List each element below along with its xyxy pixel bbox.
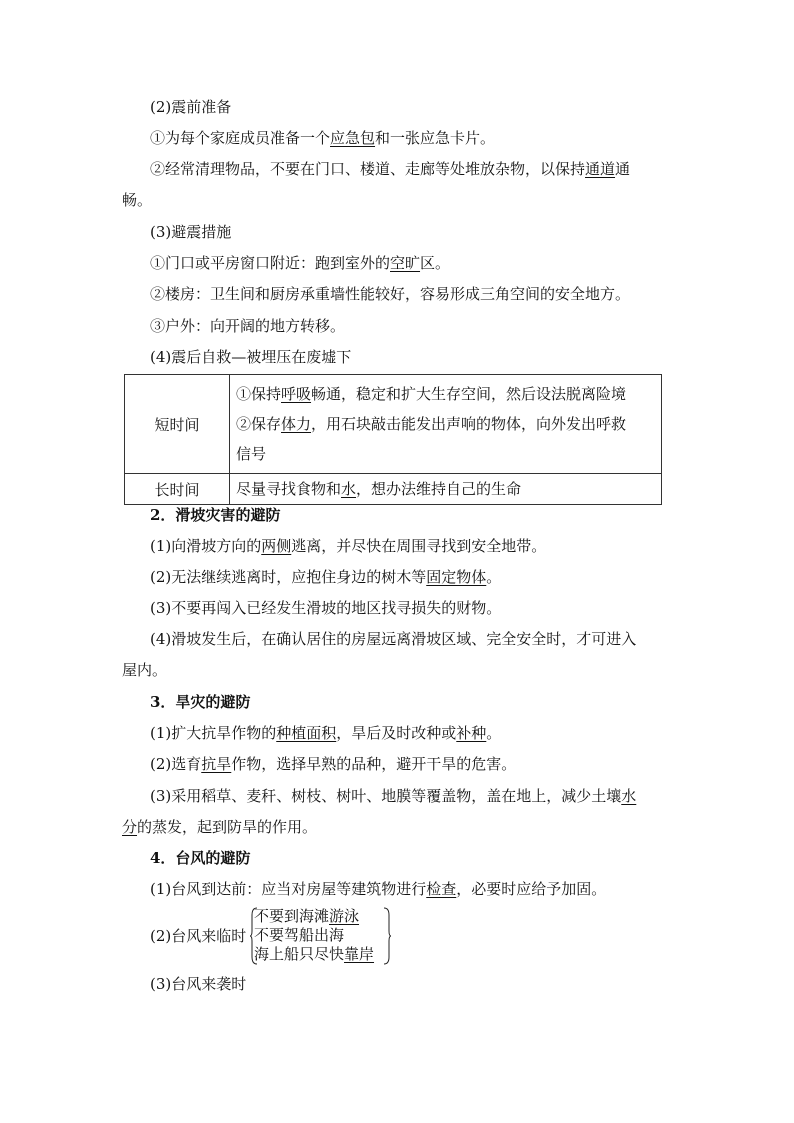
text: (1)扩大抗旱作物的 [150, 724, 277, 742]
text: ②保存 [236, 415, 282, 433]
paragraph-continuation: 屋内。 [122, 661, 168, 679]
text: ，旱后及时改种或 [336, 724, 457, 742]
text: 通 [615, 160, 631, 178]
heading-drought: 3．旱灾的避防 [150, 693, 251, 711]
text: ，想办法维持自己的生命 [356, 480, 522, 498]
paragraph-drought-3 [150, 786, 636, 806]
text: 的蒸发，起到防旱的作用。 [137, 818, 318, 836]
list-item [254, 945, 374, 964]
underlined-keyword: 空旷 [390, 254, 421, 272]
text: 区。 [420, 254, 451, 272]
underlined-keyword: 检查 [426, 880, 457, 898]
underlined-keyword: 固定物体 [426, 568, 487, 586]
table-row [125, 375, 662, 474]
content-line [236, 379, 655, 409]
paragraph-drought-1 [150, 723, 501, 743]
row-label-short-term: 短时间 [125, 375, 230, 474]
text: 和一张应急卡片。 [375, 129, 496, 147]
paragraph-door-window [150, 253, 450, 273]
section-heading-pre-quake: (2)震前准备 [150, 98, 232, 116]
typhoon-strike-label: (3)台风来袭时 [150, 975, 247, 993]
table-row [125, 474, 662, 505]
heading-landslide: 2．滑坡灾害的避防 [150, 506, 281, 524]
text: ①门口或平房窗口附近：跑到室外的 [150, 254, 391, 272]
text: 。 [486, 724, 502, 742]
paragraph-landslide-1 [150, 536, 546, 556]
text: (1)向滑坡方向的 [150, 537, 262, 555]
underlined-keyword: 通道 [585, 160, 616, 178]
paragraph-landslide-3: (3)不要再闯入已经发生滑坡的地区找寻损失的财物。 [150, 599, 502, 617]
underlined-keyword: 两侧 [261, 537, 292, 555]
section-heading-shelter-measures: (3)避震措施 [150, 223, 232, 241]
underlined-keyword: 应急包 [330, 129, 376, 147]
paragraph-building: ②楼房：卫生间和厨房承重墙性能较好，容易形成三角空间的安全地方。 [150, 285, 631, 303]
typhoon-approach-label: (2)台风来临时 [150, 927, 247, 945]
underlined-keyword: 呼吸 [281, 385, 312, 403]
underlined-keyword: 水 [621, 787, 637, 805]
text: 逃离，并尽快在周围寻找到安全地带。 [291, 537, 547, 555]
text: 畅通，稳定和扩大生存空间，然后设法脱离险境 [311, 385, 627, 403]
paragraph-typhoon-1 [150, 879, 606, 899]
text: 不要驾船出海 [254, 926, 345, 944]
underlined-keyword: 分 [122, 818, 138, 836]
text: ②经常清理物品，不要在门口、楼道、走廊等处堆放杂物，以保持 [150, 160, 586, 178]
list-item [254, 926, 374, 945]
text: (3)采用稻草、麦秆、树枝、树叶、地膜等覆盖物，盖在地上，减少土壤 [150, 787, 622, 805]
content-line: 信号 [236, 445, 267, 463]
section-heading-self-rescue: (4)震后自救—被埋压在废墟下 [150, 348, 352, 366]
typhoon-approach-list [254, 907, 374, 964]
underlined-keyword: 游泳 [329, 907, 360, 925]
text: ①为每个家庭成员准备一个 [150, 129, 331, 147]
underlined-keyword: 抗旱 [201, 755, 232, 773]
text: (2)选育 [150, 755, 202, 773]
row-content-long-term [230, 474, 662, 505]
self-rescue-table [124, 374, 662, 505]
underlined-keyword: 靠岸 [344, 945, 375, 963]
text: 不要到海滩 [254, 907, 330, 925]
text: ，用石块敲击能发出声响的物体，向外发出呼救 [311, 415, 627, 433]
row-label-long-term: 长时间 [125, 474, 230, 505]
text: 海上船只尽快 [254, 945, 345, 963]
heading-typhoon: 4．台风的避防 [150, 849, 251, 867]
paragraph-drought-2 [150, 754, 516, 774]
paragraph-emergency-pack [150, 128, 495, 148]
text: ①保持 [236, 385, 282, 403]
paragraph-outdoor: ③户外：向开阔的地方转移。 [150, 317, 346, 335]
paragraph-continuation: 畅。 [122, 191, 153, 209]
underlined-keyword: 水 [341, 480, 357, 498]
paragraph-landslide-4: (4)滑坡发生后，在确认居住的房屋远离滑坡区域、完全安全时，才可进入 [150, 630, 637, 648]
paragraph-continuation [122, 817, 317, 837]
list-item [254, 907, 374, 926]
text: ，必要时应给予加固。 [456, 880, 607, 898]
underlined-keyword: 种植面积 [276, 724, 337, 742]
text: 。 [486, 568, 502, 586]
underlined-keyword: 补种 [456, 724, 487, 742]
text: (2)无法继续逃离时，应抱住身边的树木等 [150, 568, 427, 586]
text: (1)台风到达前：应当对房屋等建筑物进行 [150, 880, 427, 898]
row-content-short-term [230, 375, 662, 474]
text: 作物，选择早熟的品种，避开干旱的危害。 [231, 755, 517, 773]
right-brace-icon [383, 907, 391, 965]
content-line [236, 409, 655, 439]
text: 尽量寻找食物和 [236, 480, 342, 498]
paragraph-clear-passage [150, 159, 630, 179]
underlined-keyword: 体力 [281, 415, 312, 433]
paragraph-landslide-2 [150, 567, 501, 587]
